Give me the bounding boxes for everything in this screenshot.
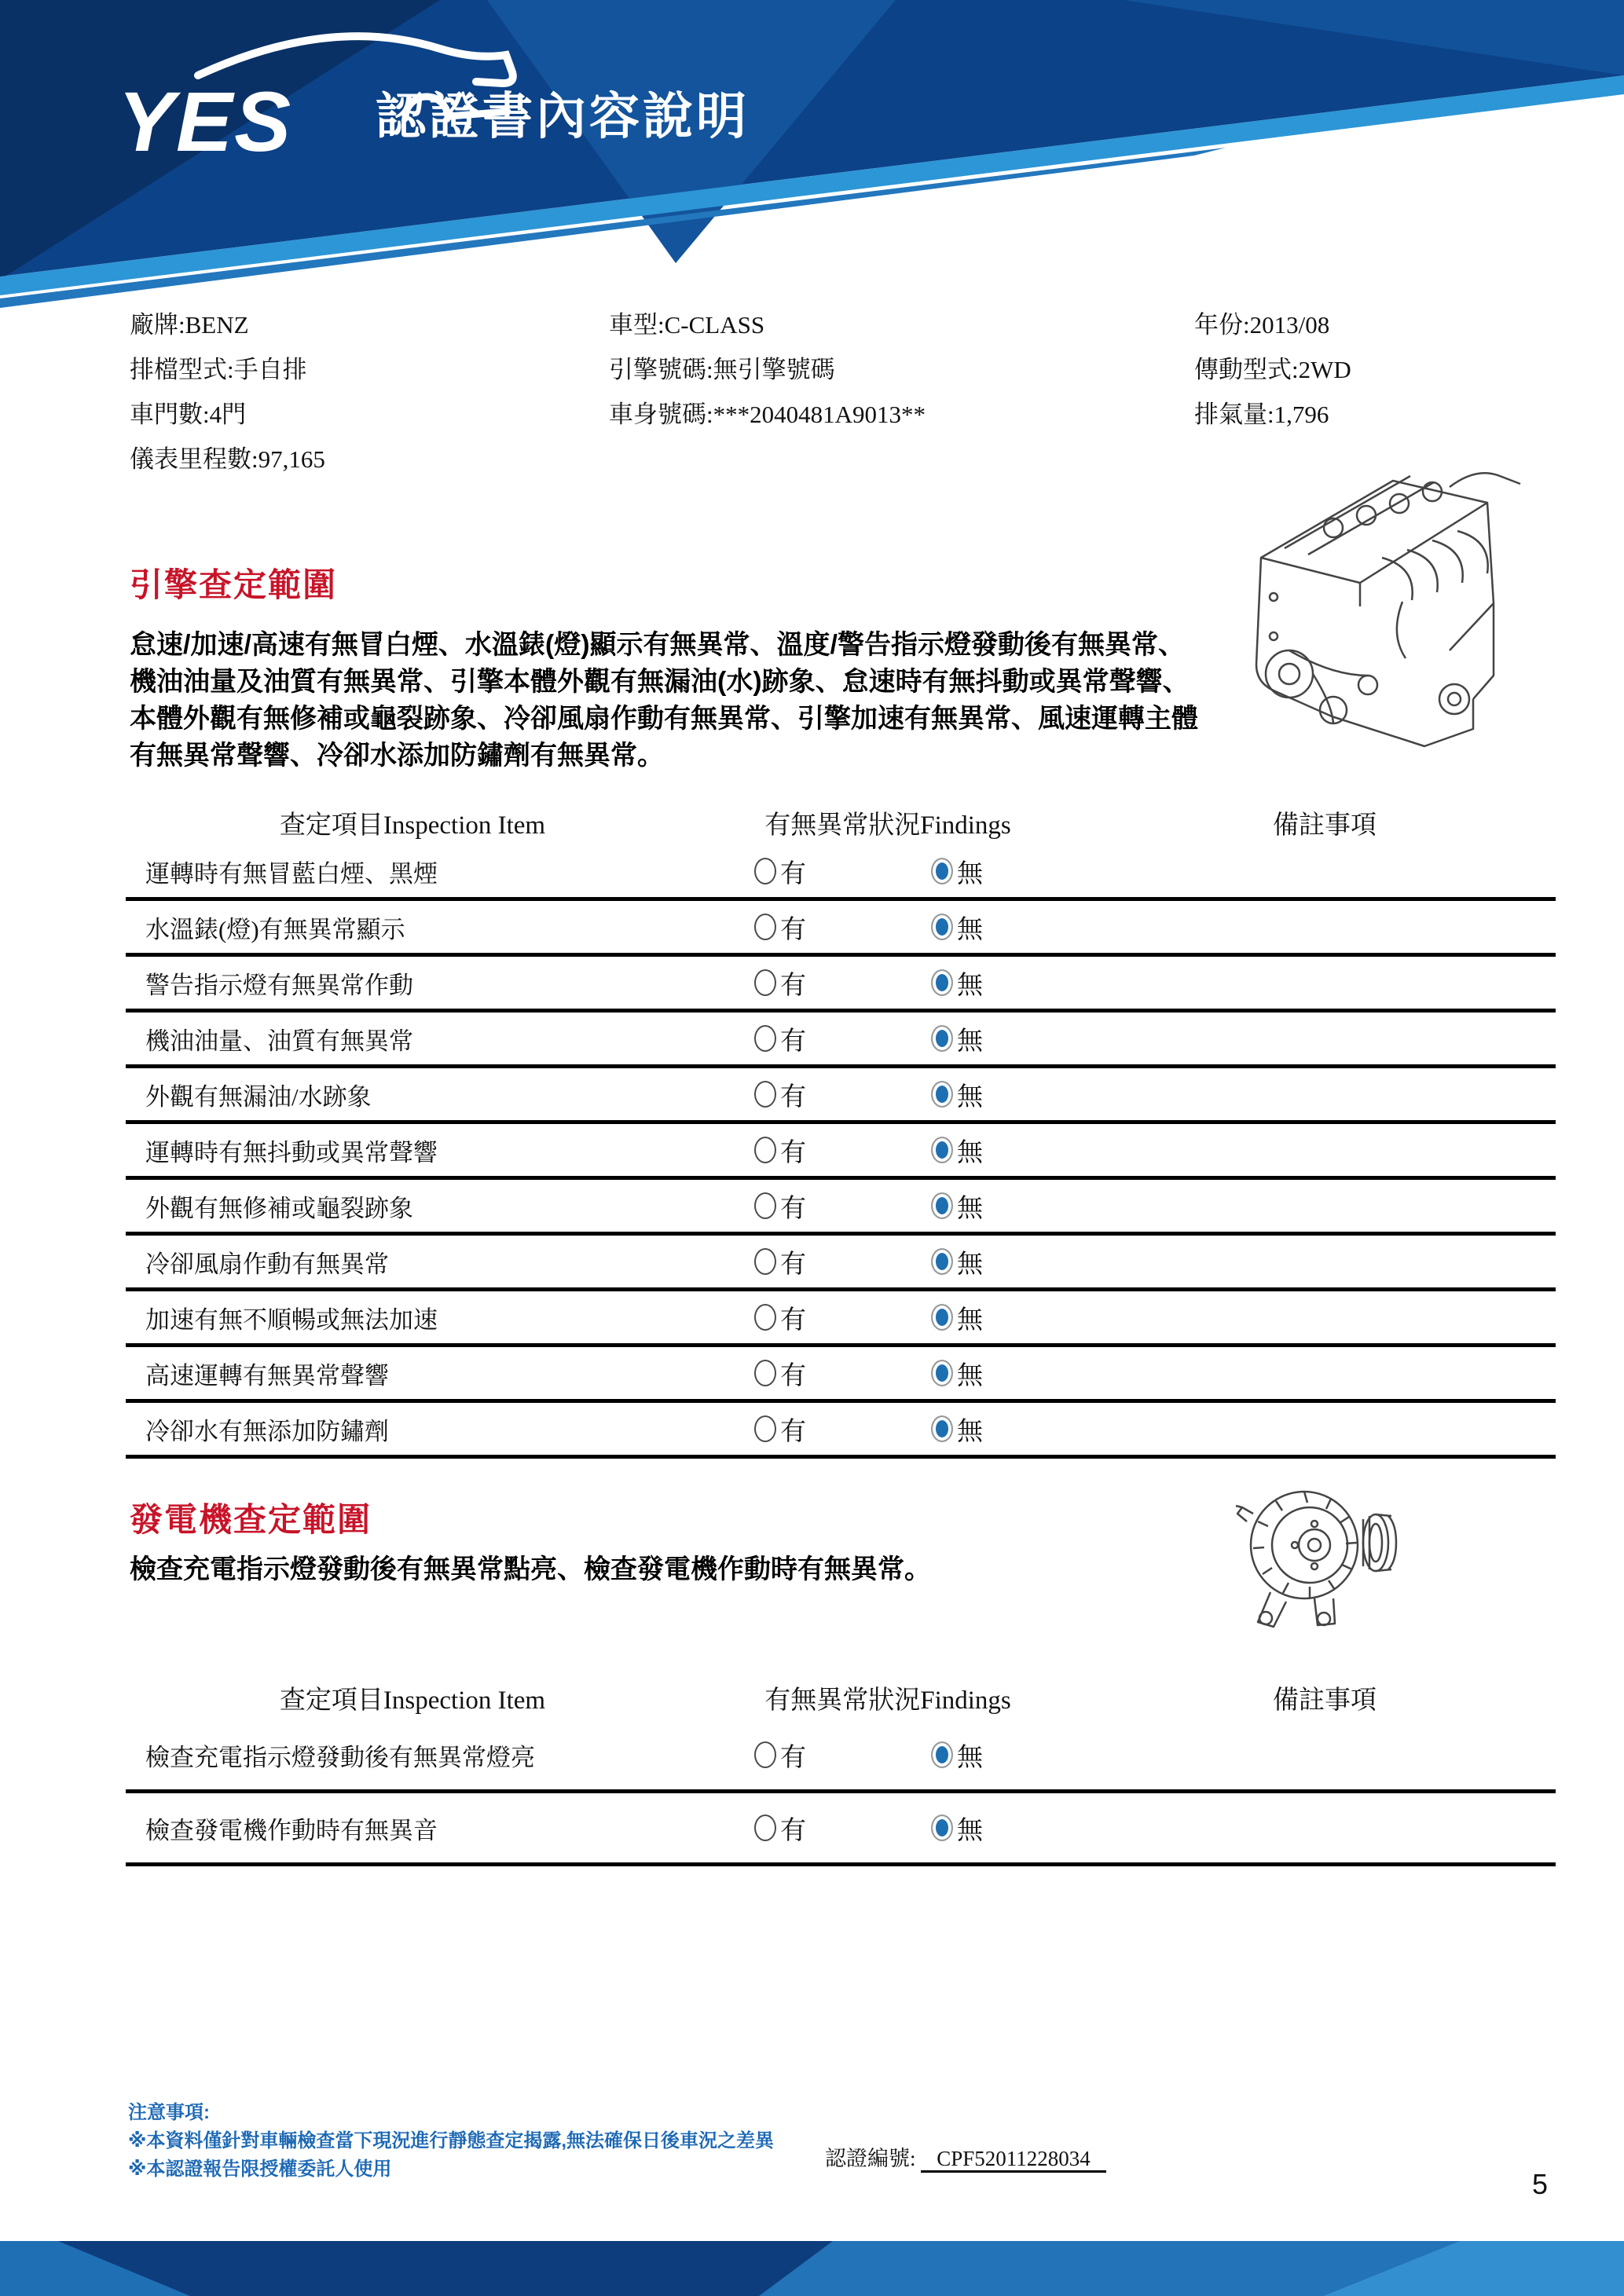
inspection-item-label: 警告指示燈有無異常作動 [145,971,413,999]
inspection-item-label: 水溫錶(燈)有無異常顯示 [145,915,405,943]
radio-yes-label: 有 [780,1305,806,1335]
header-banner [0,0,1624,330]
radio-group-no [931,1411,983,1448]
radio-group-no [931,1076,983,1113]
radio-group-yes [754,1737,806,1774]
radio-no-label: 無 [957,1361,983,1390]
radio-group-yes [754,1020,806,1057]
table-row [126,1068,1556,1124]
engine-desc-line: 怠速/加速/高速有無冒白煙、水溫錶(燈)顯示有無異常、溫度/警告指示燈發動後有無異常、 [130,630,1185,660]
inspection-item-label: 冷卻風扇作動有無異常 [145,1250,389,1278]
alternator-section-title: 發電機查定範圍 [130,1501,372,1538]
radio-yes-label: 有 [780,1194,806,1223]
radio-no-label: 無 [957,1082,983,1111]
alternator-illustration [1222,1470,1426,1647]
info-engine-number: 引擎號碼:無引擎號碼 [609,356,835,383]
info-doors: 車門數:4門 [130,401,247,428]
table-header-row [126,1670,1556,1720]
radio-no[interactable] [931,914,953,940]
radio-no-label: 無 [957,915,983,944]
radio-group-yes [754,853,806,890]
vehicle-info-column-1 [130,313,325,492]
inspection-item-label: 高速運轉有無異常聲響 [145,1361,389,1390]
radio-group-no [931,1132,983,1169]
radio-group-no [931,1020,983,1057]
radio-group-no [931,1355,983,1392]
radio-group-yes [754,909,806,946]
radio-no[interactable] [931,858,953,884]
radio-group-no [931,853,983,890]
inspection-item-label: 機油油量、油質有無異常 [145,1027,413,1055]
radio-group-yes [754,1411,806,1448]
radio-no[interactable] [931,1192,953,1219]
table-row [126,845,1556,901]
radio-yes-label: 有 [780,971,806,1000]
table-row [126,901,1556,957]
inspection-item-label: 加速有無不順暢或無法加速 [145,1305,438,1334]
engine-desc-line: 本體外觀有無修補或龜裂跡象、冷卻風扇作動有無異常、引擎加速有無異常、風速運轉主體 [130,704,1198,734]
radio-group-no [931,1299,983,1336]
info-drivetrain: 傳動型式:2WD [1194,356,1351,383]
vehicle-info-column-3 [1194,313,1351,447]
table-row [126,1403,1556,1459]
header-findings: 有無異常狀況Findings [764,1686,1011,1715]
radio-no[interactable] [931,1137,953,1163]
engine-desc-line: 有無異常聲響、冷卻水添加防鏽劑有無異常。 [130,741,664,771]
inspection-item-label: 檢查充電指示燈發動後有無異常燈亮 [145,1743,535,1771]
inspection-item-label: 檢查發電機作動時有無異音 [145,1816,438,1844]
engine-inspection-table [126,795,1556,1459]
radio-group-no [931,1737,983,1774]
radio-yes[interactable] [754,1741,776,1768]
radio-group-yes [754,1243,806,1280]
radio-yes-label: 有 [780,1250,806,1279]
radio-no[interactable] [931,1248,953,1275]
radio-no[interactable] [931,1415,953,1442]
notice-block [128,2099,774,2184]
table-row [126,1291,1556,1347]
table-row [126,1124,1556,1180]
inspection-item-label: 運轉時有無抖動或異常聲響 [145,1138,438,1166]
engine-section-description [130,627,1198,774]
radio-yes[interactable] [754,858,776,884]
radio-no[interactable] [931,1814,953,1841]
header-findings: 有無異常狀況Findings [764,811,1011,840]
yes-logo-text: YES [118,74,293,169]
table-row [126,1013,1556,1068]
alternator-desc-line: 檢查充電指示燈發動後有無異常點亮、檢查發電機作動時有無異常。 [130,1554,931,1584]
table-row [126,1793,1556,1866]
radio-group-no [931,965,983,1002]
radio-yes-label: 有 [780,915,806,944]
radio-no[interactable] [931,1081,953,1108]
page-number: 5 [1532,2168,1549,2200]
radio-yes-label: 有 [780,1417,806,1446]
certificate-number-row [825,2141,1106,2172]
table-row [126,1236,1556,1291]
radio-group-no [931,1188,983,1225]
radio-yes-label: 有 [780,1743,806,1772]
radio-yes[interactable] [754,1192,776,1219]
radio-no-label: 無 [957,1194,983,1223]
radio-group-yes [754,1076,806,1113]
radio-yes[interactable] [754,1081,776,1108]
radio-yes[interactable] [754,914,776,940]
radio-group-no [931,1243,983,1280]
footer-band [0,2241,1624,2296]
radio-no[interactable] [931,969,953,996]
radio-no-label: 無 [957,971,983,1000]
header-inspection-item: 查定項目Inspection Item [279,1686,546,1715]
vehicle-info-column-2 [609,313,926,447]
radio-no[interactable] [931,1304,953,1331]
radio-no-label: 無 [957,1250,983,1279]
radio-no-label: 無 [957,1743,983,1772]
table-row [126,1720,1556,1793]
inspection-item-label: 外觀有無修補或龜裂跡象 [145,1194,413,1222]
info-displacement: 排氣量:1,796 [1194,401,1329,428]
radio-group-yes [754,965,806,1002]
engine-section-title: 引擎查定範圍 [130,566,338,603]
table-row [126,957,1556,1013]
engine-illustration [1214,440,1560,778]
radio-yes-label: 有 [780,859,806,888]
engine-desc-line: 機油油量及油質有無異常、引擎本體外觀有無漏油(水)跡象、怠速時有無抖動或異常聲響、 [130,667,1190,697]
header-inspection-item: 查定項目Inspection Item [279,811,546,840]
page-title: 認證書內容說明 [376,88,750,145]
table-row [126,1347,1556,1403]
radio-group-no [931,1810,983,1847]
radio-yes-label: 有 [780,1138,806,1167]
radio-group-yes [754,1355,806,1392]
table-row [126,1180,1556,1236]
radio-yes-label: 有 [780,1027,806,1056]
alternator-inspection-table [126,1670,1556,1866]
radio-yes-label: 有 [780,1361,806,1390]
radio-no-label: 無 [957,1305,983,1335]
radio-no[interactable] [931,1741,953,1768]
radio-no-label: 無 [957,1816,983,1845]
radio-yes[interactable] [754,1360,776,1386]
radio-no-label: 無 [957,859,983,888]
certificate-number-value: CPF52011228034 [921,2147,1106,2173]
info-transmission-type: 排檔型式:手自排 [130,356,307,383]
radio-yes-label: 有 [780,1082,806,1111]
inspection-item-label: 運轉時有無冒藍白煙、黑煙 [145,859,438,888]
radio-group-yes [754,1299,806,1336]
radio-yes[interactable] [754,1137,776,1163]
radio-no-label: 無 [957,1138,983,1167]
certificate-number-label: 認證編號: [825,2147,916,2170]
inspection-item-label: 外觀有無漏油/水跡象 [145,1082,372,1111]
radio-yes[interactable] [754,1304,776,1331]
radio-group-yes [754,1810,806,1847]
radio-no-label: 無 [957,1417,983,1446]
info-model: 車型:C-CLASS [609,311,765,339]
radio-no-label: 無 [957,1027,983,1056]
radio-yes-label: 有 [780,1816,806,1845]
radio-yes[interactable] [754,1248,776,1275]
radio-group-yes [754,1188,806,1225]
notice-line: ※本認證報告限授權委託人使用 [128,2159,392,2180]
table-header-row [126,795,1556,845]
radio-yes[interactable] [754,1814,776,1841]
radio-yes[interactable] [754,1025,776,1052]
inspection-item-label: 冷卻水有無添加防鏽劑 [145,1417,389,1445]
notice-title: 注意事項: [128,2102,210,2123]
radio-yes[interactable] [754,1415,776,1442]
header-remark: 備註事項 [1273,1686,1377,1715]
radio-no[interactable] [931,1360,953,1386]
radio-yes[interactable] [754,969,776,996]
info-vin: 車身號碼:***2040481A9013** [609,401,926,428]
radio-group-yes [754,1132,806,1169]
notice-line: ※本資料僅針對車輛檢查當下現況進行靜態查定揭露,無法確保日後車況之差異 [128,2130,774,2151]
radio-group-no [931,909,983,946]
info-brand: 廠牌:BENZ [130,311,249,339]
alternator-section-description [130,1551,931,1588]
info-odometer: 儀表里程數:97,165 [130,445,325,473]
info-year: 年份:2013/08 [1194,311,1330,339]
radio-no[interactable] [931,1025,953,1052]
header-remark: 備註事項 [1273,811,1377,840]
